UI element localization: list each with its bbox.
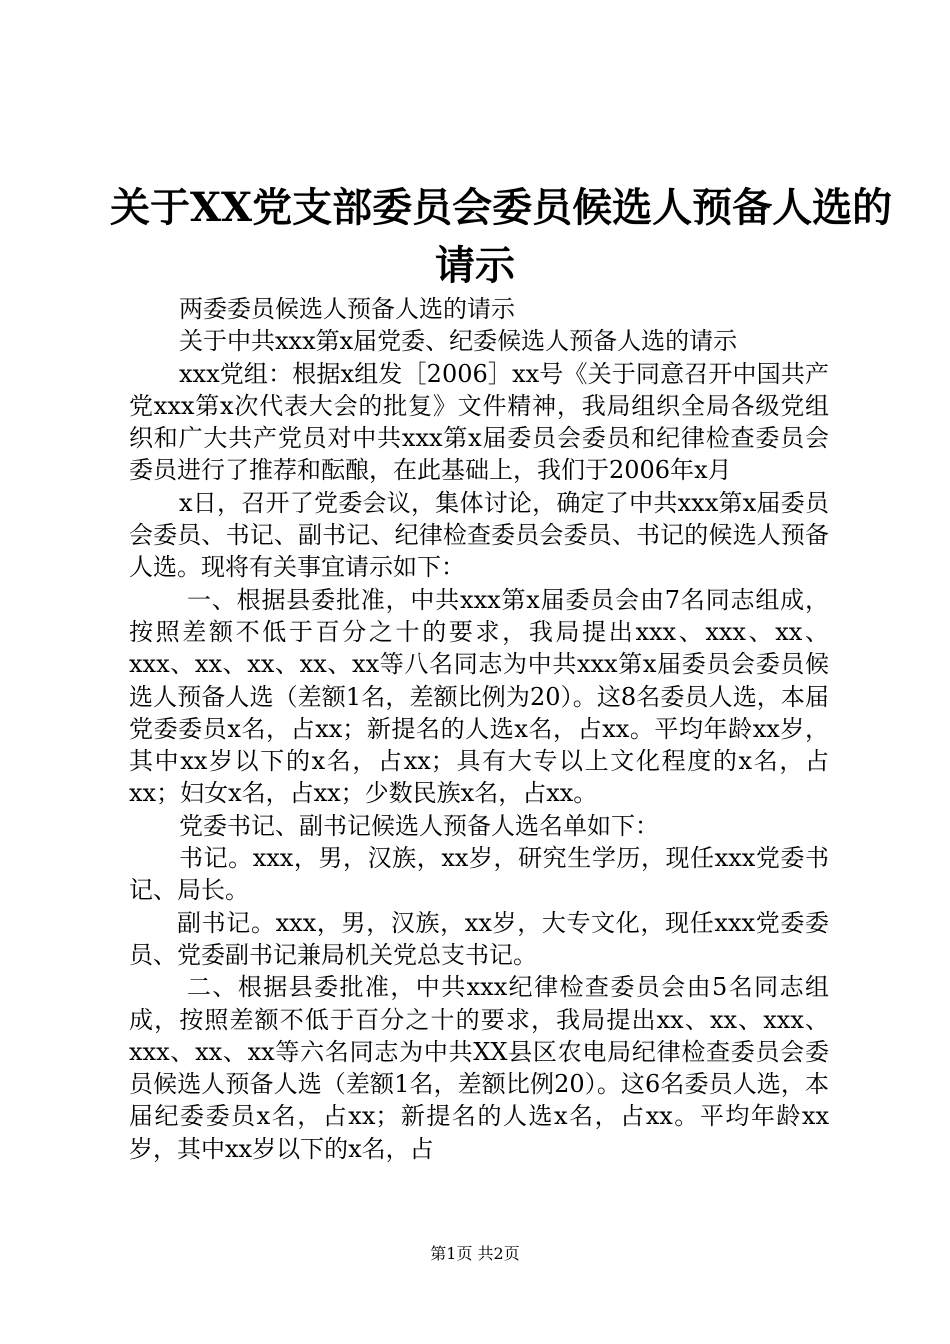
paragraph-deputy-secretary: 副书记。xxx，男，汉族，xx岁，大专文化，现任xxx党委委员、党委副书记兼局机关党总支书记。 — [129, 908, 829, 969]
page-number-footer: 第1页 共2页 — [430, 1244, 520, 1263]
paragraph-section-one: 一、根据县委批准，中共xxx第x届委员会由7名同志组成，按照差额不低于百分之十的要求，我局提出xxx、xxx、xx、xxx、xx、xx、xx、xx等八名同志为中共xxx第x届委员会委员候选人预备人选（差额1名，差额比例为20）。这8名委员人选，本届党委委员x名，占xx；新提名的人选x名，占xx。平均年龄xx岁，其中xx岁以下的x名，占xx；具有大专以上文化程度的x名，占xx；妇女x名，占xx；少数民族x名，占xx。 — [129, 585, 829, 808]
paragraph-section-two: 二、根据县委批准，中共xxx纪律检查委员会由5名同志组成，按照差额不低于百分之十的要求，我局提出xx、xx、xxx、xxx、xx、xx等六名同志为中共XX县区农电局纪律检查委员会委员候选人预备人选（差额1名，差额比例20）。这6名委员人选，本届纪委委员x名，占xx；新提名的人选x名，占xx。平均年龄xx岁，其中xx岁以下的x名，占 — [129, 973, 829, 1163]
paragraph-meeting: x日，召开了党委会议，集体讨论，确定了中共xxx第x届委员会委员、书记、副书记、纪律检查委员会委员、书记的候选人预备人选。现将有关事宜请示如下： — [129, 488, 829, 582]
document-title-line-2: 请示 — [435, 242, 515, 289]
document-body — [129, 293, 829, 1165]
paragraph-heading: 关于中共xxx第x届党委、纪委候选人预备人选的请示 — [179, 327, 738, 356]
document-title-line-1: 关于XX党支部委员会委员候选人预备人选的 — [110, 184, 893, 231]
paragraph-secretary: 书记。xxx，男，汉族，xx岁，研究生学历，现任xxx党委书记、局长。 — [129, 844, 829, 905]
paragraph-list-intro: 党委书记、副书记候选人预备人选名单如下： — [179, 811, 659, 840]
paragraph-intro: xxx党组：根据x组发［2006］xx号《关于同意召开中国共产党xxx第x次代表大会的批复》文件精神，我局组织全局各级党组织和广大共产党员对中共xxx第x届委员会委员和纪律检查委员会委员进行了推荐和酝酿，在此基础上，我们于2006年x月 — [129, 359, 829, 485]
paragraph-subtitle: 两委委员候选人预备人选的请示 — [179, 295, 515, 323]
